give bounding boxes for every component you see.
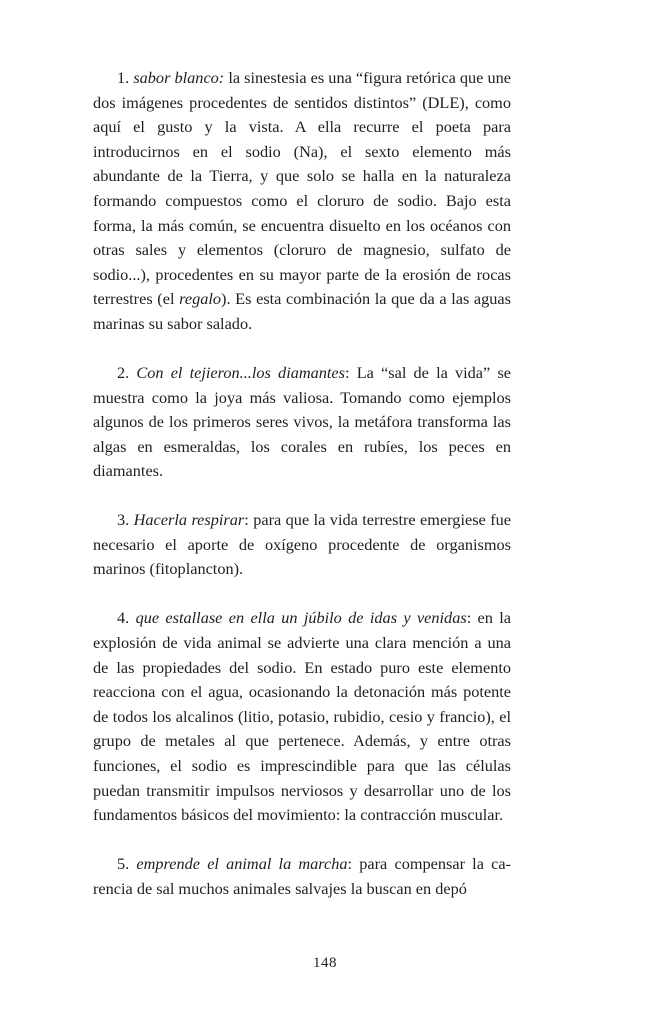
note-number: 5. — [117, 854, 137, 874]
note-term: Con el tejieron...los diamantes — [136, 362, 345, 382]
note-number: 3. — [117, 510, 134, 530]
note-number: 4. — [117, 608, 136, 628]
note-text: : para compensar la carencia de sal muchos animales salvajes la buscan en depó — [93, 854, 512, 898]
note-1 — [93, 66, 511, 337]
note-text: la sinestesia es una “figura retórica que une dos imágenes procedentes de sentidos distintos” (DLE), como aquí el gusto y la vista. A ella recurre el poeta para introducirnos en el sodio (Na), el sexto elemento más abundante de la Tierra, y que solo se halla en la naturaleza formando compuestos como el cloruro de sodio. Bajo esta forma, la más común, se encuentra disuelto en los océanos con otras sales y elementos (cloruro de magnesio, sulfato de sodio...), procedentes en su mayor parte de la erosión de rocas terrestres (el — [93, 68, 512, 309]
note-5 — [93, 852, 511, 901]
note-term: que estallase en ella un júbilo de idas y venidas — [135, 608, 467, 628]
note-number: 2. — [117, 362, 137, 382]
note-text: : La “sal de la vida” se muestra como la joya más valiosa. Tomando como ejemplos algunos de los primeros seres vivos, la metáfora transforma las algas en esmeraldas, los corales en rubíes, los peces en diamantes. — [93, 362, 512, 481]
note-term: sabor blanco: — [133, 68, 225, 87]
note-text: : en la explosión de vida animal se advierte una clara mención a una de las propiedades del sodio. En estado puro este elemento reacciona con el agua, ocasionando la detonación más potente de todos los alcalinos (litio, potasio, rubidio, cesio y francio), el grupo de metales al que pertenece. Además, y entre otras funciones, el sodio es imprescindible para que las células puedan transmitir impulsos nerviosos y desarrollar uno de los fundamentos básicos del movimiento: la contracción muscular. — [93, 608, 512, 825]
note-text: ). Es esta combinación la que da a las aguas marinas su sabor salado. — [93, 289, 511, 333]
note-4 — [93, 606, 511, 827]
note-number: 1. — [117, 68, 134, 87]
page-number: 148 — [313, 955, 337, 971]
note-text: : para que la vida terrestre emergiese fue necesario el aporte de oxígeno procedente de organismos marinos (fitoplancton). — [93, 510, 511, 579]
note-term: Hacerla respirar — [133, 510, 245, 530]
page-body — [93, 66, 511, 901]
note-2 — [93, 361, 511, 484]
note-emphasis: regalo — [179, 289, 222, 309]
note-term: emprende el animal la marcha — [136, 854, 348, 874]
note-3 — [93, 508, 511, 582]
